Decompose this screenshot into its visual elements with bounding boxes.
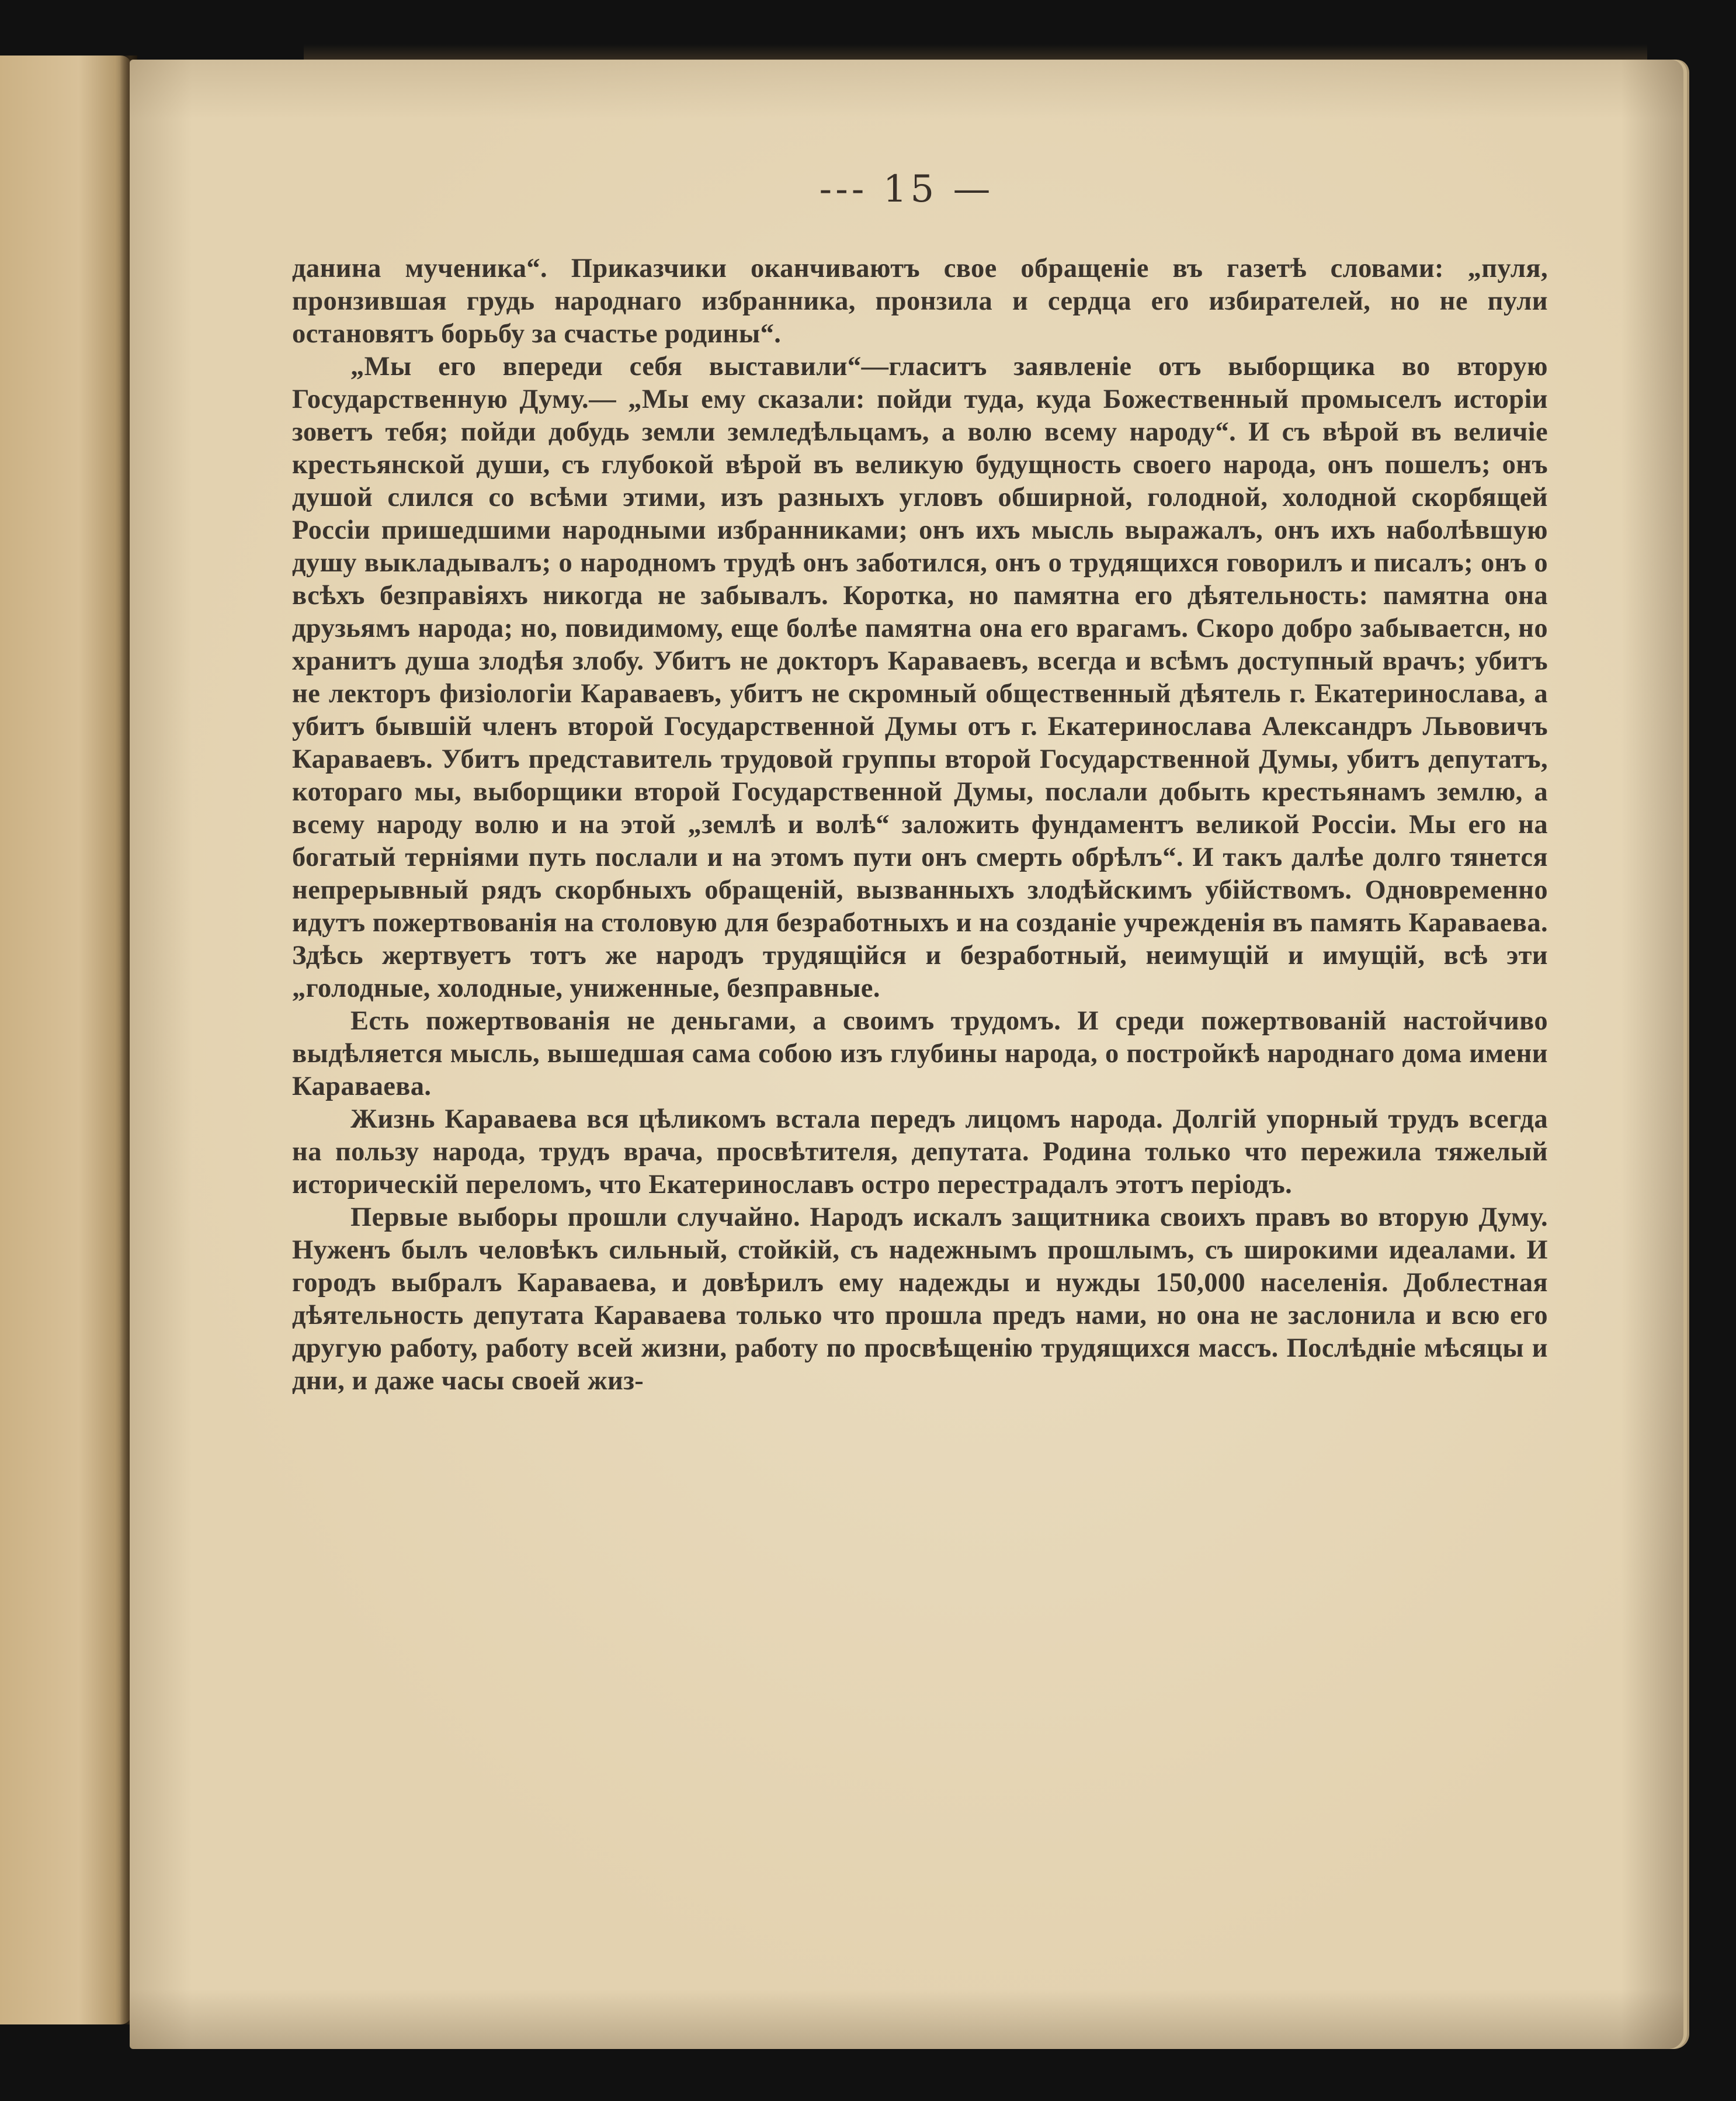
paragraph-2: „Мы его впереди себя выставили“—гласитъ заявленіе отъ выборщика во вторую Государственную Думу.— „Мы ему сказали: пойди туда, куда Божественный промыселъ исторіи зоветъ тебя; пойди добудь земли земледѣльцамъ, а волю всему народу“. И съ вѣрой въ величіе крестьянской души, съ глубокой вѣрой въ великую будущность своего народа, онъ пошелъ; онъ душой слился со всѣми этими, изъ разныхъ угловъ обширной, голодной, холодной скорбящей Россіи пришедшими народными избранниками; онъ ихъ мысль выражалъ, онъ ихъ наболѣвшую душу выкладывалъ; о народномъ трудѣ онъ заботился, онъ о трудящихся говорилъ и писалъ; онъ о всѣхъ безправіяхъ никогда не забывалъ. Коротка, но памятна его дѣятельность: памятна она друзьямъ народа; но, повидимому, еще болѣе памятна она его врагамъ. Скоро добро забываетсн, но хранитъ душа злодѣя злобу. Убитъ не докторъ Караваевъ, всегда и всѣмъ доступный врачъ; убитъ не лекторъ физіологіи Караваевъ, убитъ не скромный общественный дѣятель г. Екатеринослава, а убитъ бывшій членъ второй Государственной Думы отъ г. Екатеринослава Александръ Львовичъ Караваевъ. Убитъ представитель трудовой группы второй Государственной Думы, убитъ депутатъ, котораго мы, выборщики второй Государственной Думы, послали добыть крестьянамъ землю, а всему народу волю и на этой „землѣ и волѣ“ заложить фундаментъ великой Россіи. Мы его на богатый терніями путь послали и на этомъ пути онъ смерть обрѣлъ“. И такъ далѣе долго тянется непрерывный рядъ скорбныхъ обращеній, вызванныхъ злодѣйскимъ убійствомъ. Одновременно идутъ пожертвованія на столовую для безработныхъ и на созданіе учрежденія въ память Караваева. Здѣсь жертвуетъ тотъ же народъ трудящійся и безработный, неимущій и имущій, всѣ эти „голодные, холодные, униженные, безправные. [292,352,1548,1003]
paragraph-5: Первые выборы прошли случайно. Народъ искалъ защитника своихъ правъ во вторую Думу. Нуженъ былъ человѣкъ сильный, стойкій, съ надежнымъ прошлымъ, съ широкими идеалами. И городъ выбралъ Караваева, и довѣрилъ ему надежды и нужды 150,000 населенія. Доблестная дѣятельность депутата Караваева только что прошла предъ нами, но она не заслонила и всю его другую работу, работу всей жизни, работу по просвѣщенію трудящихся массъ. Послѣдніе мѣсяцы и дни, и даже часы своей жиз- [292,1202,1548,1396]
paragraph-1: данина мученика“. Приказчики оканчиваютъ свое обращеніе въ газетѣ словами: „пуля, пронзившая грудь народнаго избранника, пронзила и сердца его избирателей, но не пули остановятъ борьбу за счастье родины“. [292,254,1548,349]
page-body-text [292,252,1548,1398]
paragraph-3: Есть пожертвованія не деньгами, а своимъ трудомъ. И среди пожертвованій настойчиво выдѣляется мысль, вышедшая сама собою изъ глубины народа, о постройкѣ народнаго дома имени Караваева. [292,1006,1548,1101]
left-page-edge [0,56,131,2024]
book-page [130,60,1683,2049]
page-number: --- 15 — [819,168,994,211]
paragraph-4: Жизнь Караваева вся цѣликомъ встала передъ лицомъ народа. Долгій упорный трудъ всегда на пользу народа, трудъ врача, просвѣтителя, депутата. Родина только что пережила тяжелый историческій переломъ, что Екатеринославъ остро перестрадалъ этотъ періодъ. [292,1104,1548,1199]
